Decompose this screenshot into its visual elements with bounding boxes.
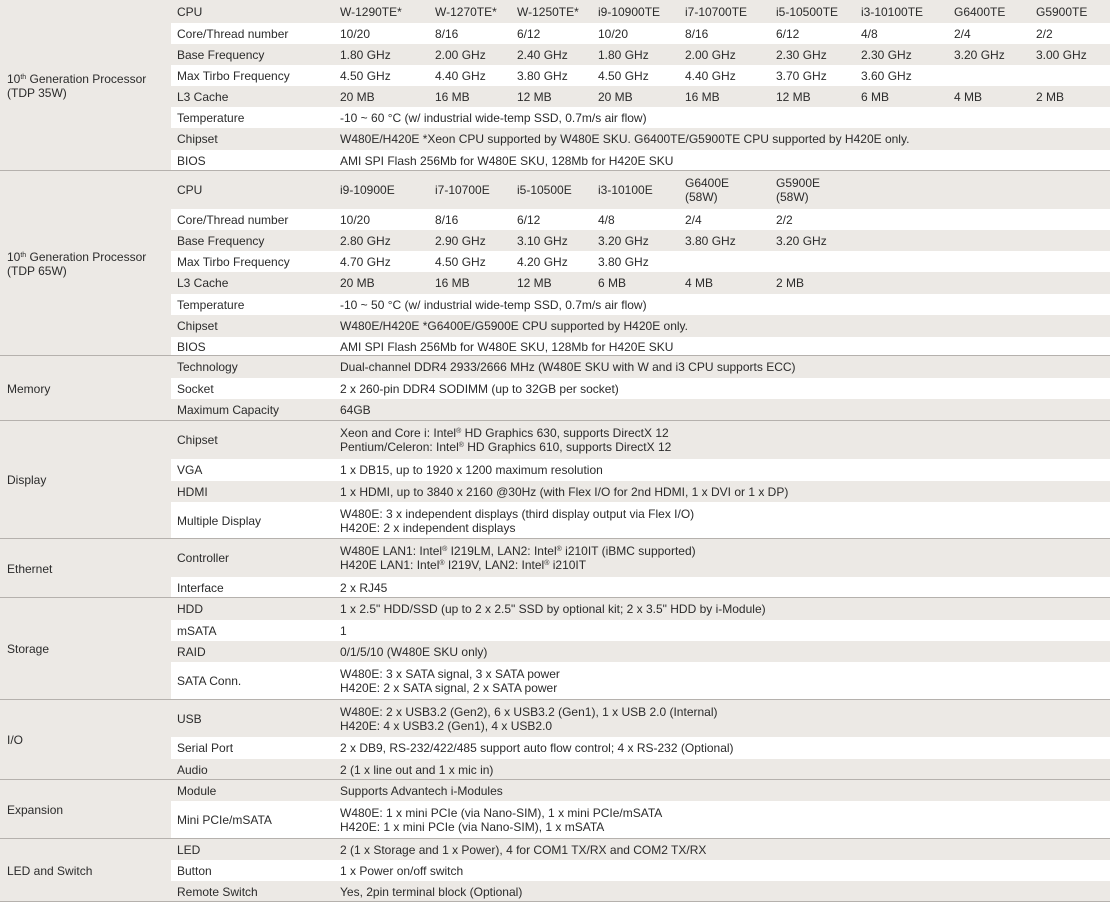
table-row — [171, 662, 1110, 700]
cpu-spec-cell: 12 MB — [517, 276, 552, 290]
row-label: Temperature — [177, 297, 245, 312]
table-row — [171, 272, 1110, 294]
cpu-spec-cell: 8/16 — [435, 26, 459, 41]
cpu-spec-cell: 6 MB — [861, 89, 890, 104]
row-label: BIOS — [177, 153, 206, 168]
section-title-line: 10th Generation Processor — [7, 71, 147, 86]
cpu-spec-cell: 3.10 GHz — [517, 233, 568, 248]
row-value: 2 x RJ45 — [340, 580, 388, 595]
cpu-spec-cell: 3.60 GHz — [861, 68, 912, 83]
section-label-memory — [0, 356, 171, 421]
cpu-spec-cell: 1.80 GHz — [598, 47, 649, 62]
cpu-spec-cell: 4.50 GHz — [435, 254, 486, 269]
table-row — [171, 641, 1110, 662]
row-value: 1 — [340, 623, 347, 638]
section-title-line: Memory — [7, 381, 51, 396]
cpu-spec-cell: 4/8 — [598, 212, 615, 227]
section-title — [7, 250, 146, 278]
table-row — [171, 150, 1110, 171]
cpu-spec-cell: 4.40 GHz — [685, 68, 736, 83]
row-value: 2 x DB9, RS-232/422/485 support auto flow control; 4 x RS-232 (Optional) — [340, 741, 734, 755]
table-row — [171, 539, 1110, 577]
section-title-line: (TDP 65W) — [7, 263, 67, 278]
cpu-spec-cell: 2.00 GHz — [685, 47, 736, 62]
table-row — [171, 839, 1110, 860]
table-row — [171, 128, 1110, 150]
cpu-spec-cell: 6/12 — [776, 26, 800, 41]
table-row — [171, 65, 1110, 86]
cpu-spec-cell: 3.20 GHz — [598, 233, 649, 248]
row-label: RAID — [177, 644, 206, 659]
section-title — [7, 642, 49, 656]
cpu-spec-cell: G6400E (58W) — [685, 176, 730, 204]
section-label-ethernet — [0, 539, 171, 598]
table-row — [171, 421, 1110, 459]
section-label-storage — [0, 598, 171, 700]
section-label-led — [0, 839, 171, 902]
row-label: Interface — [177, 580, 224, 595]
cpu-spec-cell: 2/2 — [776, 212, 793, 227]
table-row — [171, 780, 1110, 801]
cpu-spec-cell: 12 MB — [517, 89, 552, 104]
row-value: -10 ~ 50 °C (w/ industrial wide-temp SSD, 0.7m/s air flow) — [340, 297, 647, 312]
row-label: mSATA — [177, 623, 217, 638]
cpu-spec-cell: 2/2 — [1036, 26, 1053, 41]
table-row — [171, 620, 1110, 641]
row-value: 0/1/5/10 (W480E SKU only) — [340, 644, 488, 659]
cpu-spec-cell: 6 MB — [598, 276, 627, 290]
cpu-spec-cell: W-1250TE* — [517, 4, 579, 19]
section-label-display — [0, 421, 171, 539]
cpu-spec-cell: 3.00 GHz — [1036, 47, 1087, 62]
cpu-spec-cell: 3.80 GHz — [685, 233, 736, 248]
row-value: 1 x DB15, up to 1920 x 1200 maximum resolution — [340, 463, 603, 477]
table-row — [171, 759, 1110, 780]
cpu-spec-cell: 20 MB — [340, 89, 375, 104]
cpu-spec-cell: W-1270TE* — [435, 4, 497, 19]
section-title-line: (TDP 35W) — [7, 85, 67, 100]
row-label: Chipset — [177, 433, 218, 447]
row-value: AMI SPI Flash 256Mb for W480E SKU, 128Mb for H420E SKU — [340, 153, 674, 168]
section-title-line: I/O — [7, 733, 24, 747]
cpu-spec-cell: 2 MB — [1036, 89, 1065, 104]
row-label: Maximum Capacity — [177, 403, 280, 417]
row-value: 64GB — [340, 403, 371, 417]
cpu-spec-cell: 4/8 — [861, 26, 878, 41]
cpu-spec-cell: i9-10900TE — [598, 4, 661, 19]
cpu-spec-cell: 3.20 GHz — [776, 233, 827, 248]
row-label: Base Frequency — [177, 233, 265, 248]
cpu-spec-cell: 16 MB — [685, 89, 720, 104]
table-row — [171, 502, 1110, 539]
row-value: W480E: 3 x independent displays (third display output via Flex I/O) H420E: 2 x independent displays — [340, 506, 695, 535]
cpu-spec-cell: 12 MB — [776, 89, 811, 104]
table-row — [171, 0, 1110, 23]
section-label-expansion — [0, 780, 171, 839]
row-value: Yes, 2pin terminal block (Optional) — [340, 884, 523, 899]
section-title-line: 10th Generation Processor — [7, 249, 147, 264]
row-value: 2 (1 x Storage and 1 x Power), 4 for COM1 TX/RX and COM2 TX/RX — [340, 842, 707, 857]
cpu-spec-cell: 20 MB — [598, 89, 633, 104]
row-value: W480E: 2 x USB3.2 (Gen2), 6 x USB3.2 (Gen1), 1 x USB 2.0 (Internal) H420E: 4 x USB3.2 (Gen1), 4 x USB2.0 — [340, 704, 718, 733]
cpu-spec-cell: 1.80 GHz — [340, 47, 391, 62]
row-label: CPU — [177, 183, 203, 197]
row-value: AMI SPI Flash 256Mb for W480E SKU, 128Mb for H420E SKU — [340, 339, 674, 354]
section-title — [7, 473, 46, 487]
cpu-spec-cell: i7-10700E — [435, 183, 490, 197]
section-title-line: LED and Switch — [7, 863, 93, 878]
row-label: Core/Thread number — [177, 212, 289, 227]
row-label: Chipset — [177, 319, 218, 333]
row-label: Base Frequency — [177, 47, 265, 62]
table-row — [171, 481, 1110, 502]
row-label: SATA Conn. — [177, 674, 242, 688]
cpu-spec-cell: 2.90 GHz — [435, 233, 486, 248]
row-label: Serial Port — [177, 741, 234, 755]
section-label-cpu35 — [0, 0, 171, 171]
cpu-spec-cell: 3.80 GHz — [517, 68, 568, 83]
table-row — [171, 737, 1110, 759]
table-row — [171, 399, 1110, 421]
table-row — [171, 881, 1110, 902]
row-label: Core/Thread number — [177, 26, 289, 41]
row-label: HDMI — [177, 484, 208, 499]
table-row — [171, 251, 1110, 272]
row-label: BIOS — [177, 339, 206, 354]
cpu-spec-cell: i3-10100TE — [861, 4, 924, 19]
cpu-spec-cell: W-1290TE* — [340, 4, 402, 19]
section-title — [7, 562, 52, 576]
row-label: Controller — [177, 551, 230, 565]
cpu-spec-cell: G5900E (58W) — [776, 176, 821, 204]
section-title-line: Expansion — [7, 802, 64, 817]
cpu-spec-cell: i5-10500TE — [776, 4, 839, 19]
cpu-spec-cell: 6/12 — [517, 212, 541, 227]
row-label: LED — [177, 842, 201, 857]
cpu-spec-cell: 6/12 — [517, 26, 541, 41]
table-row — [171, 598, 1110, 620]
section-title — [7, 803, 63, 817]
cpu-spec-cell: i9-10900E — [340, 183, 395, 197]
cpu-spec-cell: 4.70 GHz — [340, 254, 391, 269]
cpu-spec-cell: 4.40 GHz — [435, 68, 486, 83]
cpu-spec-cell: 20 MB — [340, 276, 375, 290]
cpu-spec-cell: G5900TE — [1036, 4, 1088, 19]
section-title — [7, 733, 23, 747]
cpu-spec-cell: 4 MB — [685, 276, 714, 290]
cpu-spec-cell: 3.70 GHz — [776, 68, 827, 83]
row-label: USB — [177, 711, 202, 726]
table-row — [171, 315, 1110, 337]
cpu-spec-cell: 4.50 GHz — [340, 68, 391, 83]
cpu-spec-cell: 2.00 GHz — [435, 47, 486, 62]
cpu-spec-cell: 4.20 GHz — [517, 254, 568, 269]
cpu-spec-cell: 16 MB — [435, 276, 470, 290]
cpu-spec-cell: 2 MB — [776, 276, 805, 290]
row-label: CPU — [177, 4, 203, 19]
table-row — [171, 356, 1110, 378]
row-label: Mini PCIe/mSATA — [177, 813, 272, 827]
row-label: L3 Cache — [177, 276, 229, 290]
row-label: Button — [177, 863, 212, 878]
cpu-spec-cell: 2/4 — [685, 212, 702, 227]
row-label: VGA — [177, 463, 203, 477]
section-label-cpu65 — [0, 171, 171, 356]
section-title — [7, 382, 50, 396]
row-value: 1 x 2.5" HDD/SSD (up to 2 x 2.5" SSD by optional kit; 2 x 3.5" HDD by i-Module) — [340, 602, 766, 616]
row-label: Max Tirbo Frequency — [177, 254, 290, 269]
table-row — [171, 378, 1110, 399]
cpu-spec-cell: 8/16 — [685, 26, 709, 41]
table-row — [171, 107, 1110, 128]
table-row — [171, 209, 1110, 230]
row-label: Audio — [177, 762, 208, 777]
section-title-line: Storage — [7, 642, 50, 656]
row-label: Max Tirbo Frequency — [177, 68, 290, 83]
section-title-line: Display — [7, 473, 47, 487]
row-value: Xeon and Core i: Intel® HD Graphics 630, supports DirectX 12 Pentium/Celeron: Intel® HD Graphics 610, supports DirectX 12 — [340, 426, 672, 454]
table-row — [171, 86, 1110, 107]
cpu-spec-cell: 2.40 GHz — [517, 47, 568, 62]
row-value: Supports Advantech i-Modules — [340, 783, 503, 798]
table-row — [171, 294, 1110, 315]
cpu-spec-cell: 16 MB — [435, 89, 470, 104]
row-value: W480E/H420E *Xeon CPU supported by W480E SKU. G6400TE/G5900TE CPU supported by H420E only. — [340, 132, 910, 146]
row-value: -10 ~ 60 °C (w/ industrial wide-temp SSD, 0.7m/s air flow) — [340, 110, 647, 125]
table-row — [171, 171, 1110, 209]
row-value: 1 x Power on/off switch — [340, 863, 464, 878]
cpu-spec-cell: 4 MB — [954, 89, 983, 104]
cpu-spec-cell: 10/20 — [598, 26, 629, 41]
table-row — [171, 23, 1110, 44]
section-title — [7, 72, 146, 100]
row-value: 2 (1 x line out and 1 x mic in) — [340, 762, 494, 777]
cpu-spec-cell: G6400TE — [954, 4, 1006, 19]
cpu-spec-cell: i3-10100E — [598, 183, 653, 197]
cpu-spec-cell: 3.80 GHz — [598, 254, 649, 269]
row-label: Socket — [177, 381, 214, 396]
table-row — [171, 801, 1110, 839]
cpu-spec-cell: 2.30 GHz — [861, 47, 912, 62]
row-value: W480E/H420E *G6400E/G5900E CPU supported by H420E only. — [340, 319, 688, 333]
table-row — [171, 459, 1110, 481]
table-row — [171, 860, 1110, 881]
section-title-line: Ethernet — [7, 561, 53, 576]
cpu-spec-cell: 8/16 — [435, 212, 459, 227]
cpu-spec-cell: 10/20 — [340, 212, 371, 227]
row-value: 1 x HDMI, up to 3840 x 2160 @30Hz (with Flex I/O for 2nd HDMI, 1 x DVI or 1 x DP) — [340, 484, 789, 499]
cpu-spec-cell: 2.80 GHz — [340, 233, 391, 248]
cpu-spec-cell: 2.30 GHz — [776, 47, 827, 62]
row-label: Chipset — [177, 132, 218, 146]
row-label: Remote Switch — [177, 884, 258, 899]
row-label: HDD — [177, 602, 203, 616]
cpu-spec-cell: 2/4 — [954, 26, 971, 41]
cpu-spec-cell: i5-10500E — [517, 183, 572, 197]
row-label: Temperature — [177, 110, 245, 125]
row-value: Dual-channel DDR4 2933/2666 MHz (W480E SKU with W and i3 CPU supports ECC) — [340, 360, 796, 374]
section-label-io — [0, 700, 171, 780]
cpu-spec-cell: 4.50 GHz — [598, 68, 649, 83]
row-value: W480E LAN1: Intel® I219LM, LAN2: Intel® i210IT (iBMC supported) H420E LAN1: Intel® I219V, LAN2: Intel® i210IT — [340, 544, 696, 572]
cpu-spec-cell: 3.20 GHz — [954, 47, 1005, 62]
row-value: W480E: 1 x mini PCIe (via Nano-SIM), 1 x mini PCIe/mSATA H420E: 1 x mini PCIe (via Nano-SIM), 1 x mSATA — [340, 806, 663, 834]
cpu-spec-cell: 10/20 — [340, 26, 371, 41]
row-label: Technology — [177, 360, 238, 374]
row-label: L3 Cache — [177, 89, 229, 104]
table-row — [171, 230, 1110, 251]
table-row — [171, 700, 1110, 737]
table-row — [171, 44, 1110, 65]
cpu-spec-cell: i7-10700TE — [685, 4, 748, 19]
section-title — [7, 864, 92, 878]
row-value: W480E: 3 x SATA signal, 3 x SATA power H420E: 2 x SATA signal, 2 x SATA power — [340, 667, 560, 695]
table-row — [171, 577, 1110, 598]
row-label: Module — [177, 783, 217, 798]
table-row — [171, 337, 1110, 356]
row-label: Multiple Display — [177, 513, 262, 528]
section-divider — [0, 901, 1110, 902]
row-value: 2 x 260-pin DDR4 SODIMM (up to 32GB per socket) — [340, 381, 619, 396]
